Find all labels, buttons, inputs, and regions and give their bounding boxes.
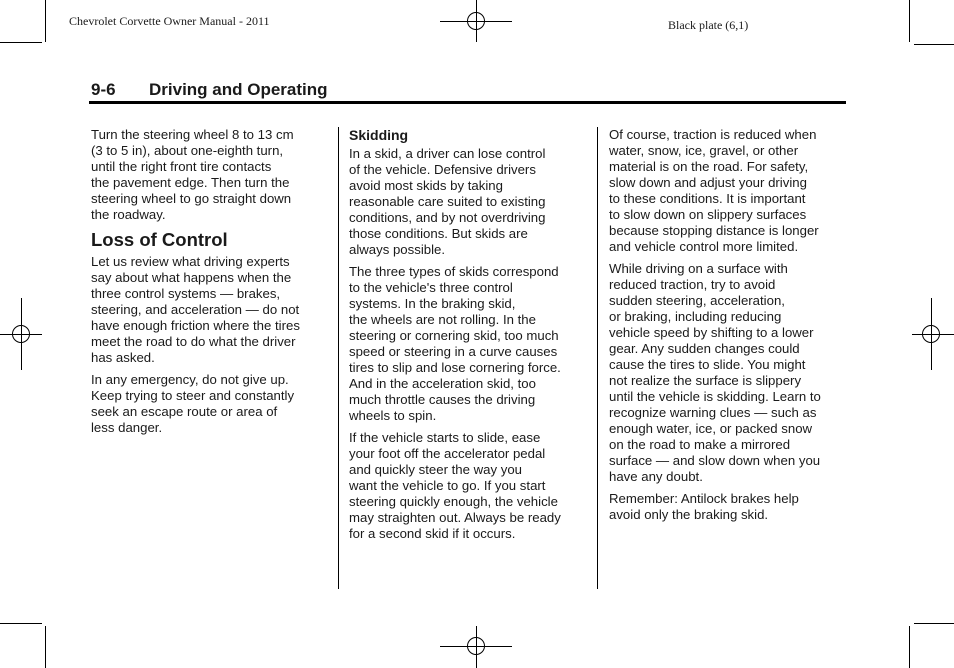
steering-instruction-paragraph: Turn the steering wheel 8 to 13 cm (3 to 5 in), about one-eighth turn, until the right front tire contacts the pavement edge. Then turn the steering wheel to go straight down the roadway.: [91, 127, 294, 222]
skidding-paragraph-1: In a skid, a driver can lose control of the vehicle. Defensive drivers avoid most skids by taking reasonable care suited to existing conditions, and by not overdriving those conditions. But skids are always possible.: [349, 146, 546, 257]
section-title: Driving and Operating: [149, 80, 328, 99]
traction-paragraph-2: While driving on a surface with reduced traction, try to avoid sudden steering, acceleration, or braking, including reducing vehicle speed by shifting to a lower gear. Any sudden changes could cause the tires to slide. You might not realize the surface is slippery until the vehicle is skidding. Learn to recognize warning clues — such as enough water, ice, or packed snow on the road to make a mirrored surface — and slow down when you have any doubt.: [609, 261, 821, 484]
traction-paragraph-3: Remember: Antilock brakes help avoid only the braking skid.: [609, 491, 799, 522]
section-number: 9-6: [91, 80, 116, 99]
skidding-heading: Skidding: [349, 127, 409, 143]
column-2: [349, 127, 589, 548]
loss-of-control-paragraph-2: In any emergency, do not give up. Keep trying to steer and constantly seek an escape route or area of less danger.: [91, 372, 295, 435]
section-rule: [89, 101, 846, 104]
column-3: [609, 127, 849, 529]
loss-of-control-heading: Loss of Control: [91, 229, 228, 250]
loss-of-control-paragraph-1: Let us review what driving experts say about what happens when the three control systems — brakes, steering, and acceleration — do not have enough friction where the tires meet the road to do what the driver has asked.: [91, 254, 300, 365]
skidding-paragraph-2: The three types of skids correspond to the vehicle's three control systems. In the braking skid, the wheels are not rolling. In the steering or cornering skid, too much speed or steering in a curve causes tires to slip and lose cornering force. And in the acceleration skid, too much throttle causes the driving wheels to spin.: [349, 264, 561, 423]
column-1: [91, 127, 327, 442]
section-heading: [91, 80, 328, 100]
skidding-paragraph-3: If the vehicle starts to slide, ease your foot off the accelerator pedal and quickly steer the way you want the vehicle to go. If you start steering quickly enough, the vehicle may straighten out. Always be ready for a second skid if it occurs.: [349, 430, 561, 541]
plate-label: Black plate (6,1): [668, 18, 749, 32]
column-divider-2: [597, 127, 598, 589]
column-divider-1: [338, 127, 339, 589]
traction-paragraph-1: Of course, traction is reduced when water, snow, ice, gravel, or other material is on the road. For safety, slow down and adjust your driving to these conditions. It is important to slow down on slippery surfaces because stopping distance is longer and vehicle control more limited.: [609, 127, 819, 254]
manual-title: Chevrolet Corvette Owner Manual - 2011: [69, 14, 270, 28]
